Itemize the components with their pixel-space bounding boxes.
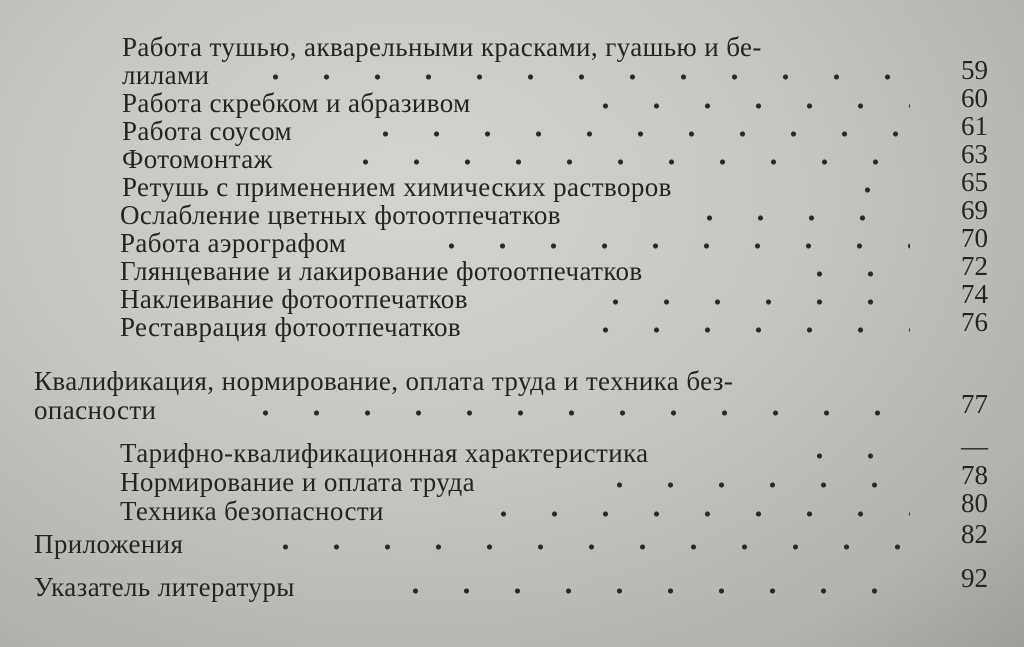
- dot-leader: [590, 299, 910, 305]
- toc-entry-title: Наклеивание фотоотпечатков: [120, 284, 468, 314]
- toc-page-number: 59: [961, 55, 988, 85]
- toc-page-number: 70: [961, 223, 988, 253]
- dot-leader: [260, 544, 910, 550]
- toc-entry-title: Тарифно-квалификационная характеристика: [120, 438, 649, 468]
- dot-leader: [360, 131, 910, 137]
- toc-page-number: 76: [961, 307, 988, 337]
- toc-section-title-line1: Квалификация, нормирование, оплата труда и техника без-: [34, 366, 734, 396]
- toc-entry-title: Техника безопасности: [120, 496, 384, 526]
- dot-leader: [478, 511, 910, 517]
- dot-leader: [842, 187, 910, 193]
- toc-entry-title: Ретушь с применением химических растворов: [122, 172, 672, 202]
- dot-leader: [426, 243, 910, 249]
- toc-page-number: 92: [961, 563, 988, 593]
- toc-entry-title: Работа скребком и абразивом: [122, 88, 471, 118]
- toc-entry-title: Ослабление цветных фотоотпечатков: [120, 200, 561, 230]
- dot-leader: [250, 74, 910, 80]
- dot-leader: [794, 453, 910, 459]
- toc-page-number: 74: [961, 279, 988, 309]
- toc-section-title-line2: опасности: [34, 395, 157, 425]
- dot-leader: [684, 215, 910, 221]
- toc-entry-title: Фотомонтаж: [122, 144, 273, 174]
- toc-entry-title: Работа аэрографом: [120, 228, 347, 258]
- dot-leader: [794, 271, 910, 277]
- toc-page-number: 60: [961, 83, 988, 113]
- toc-page-number: 65: [961, 167, 988, 197]
- toc-page-number: 63: [961, 139, 988, 169]
- toc-entry-title: Работа соусом: [122, 116, 292, 146]
- toc-entry-title-line2: лилами: [122, 60, 210, 90]
- toc-page-number: 69: [961, 195, 988, 225]
- toc-page-number: 78: [961, 460, 988, 490]
- dot-leader: [240, 410, 910, 416]
- toc-entry-title: Глянцевание и лакирование фотоотпечатков: [120, 256, 643, 286]
- toc-page-number: —: [961, 431, 988, 461]
- toc-page-number: 72: [961, 251, 988, 281]
- toc-page-number: 77: [961, 389, 988, 419]
- toc-page-number: 61: [961, 111, 988, 141]
- toc-section-title: Приложения: [34, 529, 184, 559]
- toc-page-number: 82: [961, 519, 988, 549]
- toc-entry-title-line1: Работа тушью, акварельными красками, гуашью и бе-: [122, 32, 762, 62]
- dot-leader: [390, 588, 910, 594]
- toc-section-title: Указатель литературы: [34, 572, 295, 602]
- toc-page-number: 80: [961, 488, 988, 518]
- toc-entry-title: Нормирование и оплата труда: [120, 467, 475, 497]
- dot-leader: [580, 327, 910, 333]
- toc-entry-title: Реставрация фотоотпечатков: [120, 312, 462, 342]
- dot-leader: [580, 103, 910, 109]
- dot-leader: [340, 159, 910, 165]
- dot-leader: [594, 482, 910, 488]
